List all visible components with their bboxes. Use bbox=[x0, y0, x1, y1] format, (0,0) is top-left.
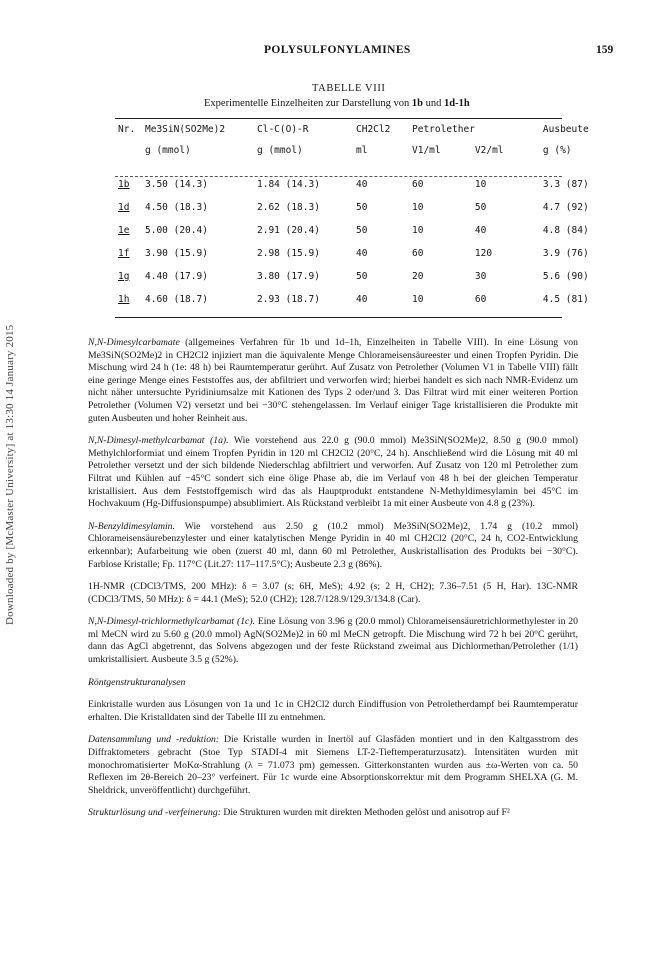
experiment-table bbox=[118, 124, 603, 317]
table-cell: 4.7 (92) bbox=[542, 202, 589, 213]
table-unit-row bbox=[118, 145, 603, 179]
body-text bbox=[88, 337, 578, 830]
paragraph-title: Strukturlösung und -verfeinerung: bbox=[88, 807, 221, 819]
table-row bbox=[118, 294, 603, 317]
column-header bbox=[475, 124, 543, 145]
table-cell: 4.50 (18.3) bbox=[145, 202, 208, 213]
paragraph-compound-1a bbox=[88, 435, 578, 511]
table-cell: 5.00 (20.4) bbox=[145, 225, 208, 236]
paragraph-data-collection bbox=[88, 734, 578, 797]
paragraph-benzyl bbox=[88, 521, 578, 571]
table-subcaption: Experimentelle Einzelheiten zur Darstellung von 1b und 1d-1h bbox=[204, 98, 470, 109]
table-cell: 60 bbox=[412, 248, 424, 259]
table-cell: 4.60 (18.7) bbox=[145, 294, 208, 305]
table-cell: 5.6 (90) bbox=[542, 271, 589, 282]
table-cell: 3.90 (15.9) bbox=[145, 248, 208, 259]
table-cell: 30 bbox=[474, 271, 487, 282]
paragraph-nmr bbox=[88, 581, 578, 606]
table-cell: 10 bbox=[412, 225, 424, 236]
download-watermark: Downloaded by [McMaster University] at 13:30 14 January 2015 bbox=[4, 324, 16, 625]
table-header-row bbox=[118, 124, 603, 145]
table-bottom-rule bbox=[115, 317, 562, 318]
paragraph-title: N,N-Dimesylcarbamate bbox=[88, 337, 180, 348]
table-cell: 2.62 (18.3) bbox=[257, 202, 320, 213]
paragraph-text: Einkristalle wurden aus Lösungen von 1a und 1c in CH2Cl2 durch Eindiffusion von Petroletherdampf bei Raumtemperatur erhalten. Die Kristalldaten sind der Tabelle III zu entnehmen. bbox=[88, 699, 578, 723]
table-cell: 10 bbox=[412, 202, 424, 213]
unit-header: g (%) bbox=[542, 145, 572, 156]
paragraph-crystals bbox=[88, 699, 578, 724]
compound-number: 1b bbox=[118, 179, 130, 190]
table-cell: 50 bbox=[356, 271, 368, 282]
table-caption: TABELLE VIII bbox=[312, 83, 386, 94]
compound-number: 1h bbox=[118, 294, 130, 305]
table-cell: 50 bbox=[356, 202, 368, 213]
table-cell: 50 bbox=[474, 202, 487, 213]
table-cell: 3.80 (17.9) bbox=[257, 271, 320, 282]
paragraph-compound-1c bbox=[88, 616, 578, 666]
compound-number: 1g bbox=[118, 271, 130, 282]
paragraph-structure-solution bbox=[88, 807, 578, 820]
table-cell: 60 bbox=[412, 179, 424, 190]
table-cell: 40 bbox=[356, 248, 368, 259]
table-row bbox=[118, 271, 603, 294]
paragraph-title: Datensammlung und -reduktion: bbox=[88, 734, 220, 746]
table-cell: 3.9 (76) bbox=[542, 248, 589, 259]
section-heading: Röntgenstrukturanalysen bbox=[88, 676, 186, 688]
table-cell: 40 bbox=[474, 225, 487, 236]
table-cell: 10 bbox=[412, 294, 424, 305]
table-cell: 4.5 (81) bbox=[542, 294, 589, 305]
table-cell: 4.40 (17.9) bbox=[145, 271, 208, 282]
table-row bbox=[118, 248, 603, 271]
compound-number: 1d bbox=[118, 202, 130, 213]
table-cell: 2.91 (20.4) bbox=[257, 225, 320, 236]
paragraph-general-procedure bbox=[88, 337, 578, 425]
table-cell: 50 bbox=[356, 225, 368, 236]
table-row bbox=[118, 179, 603, 202]
table-cell: 40 bbox=[356, 179, 368, 190]
table-cell: 3.50 (14.3) bbox=[145, 179, 208, 190]
table-cell: 2.98 (15.9) bbox=[257, 248, 320, 259]
table-cell: 40 bbox=[356, 294, 368, 305]
table-row bbox=[118, 202, 603, 225]
paragraph-text: Die Strukturen wurden mit direkten Methoden gelöst und anisotrop auf F² bbox=[223, 807, 510, 819]
table-cell: 1.84 (14.3) bbox=[257, 179, 320, 190]
column-header: Cl-C(O)-R bbox=[257, 124, 309, 135]
unit-header: ml bbox=[356, 145, 368, 156]
column-header: Nr. bbox=[118, 124, 136, 135]
compound-number: 1e bbox=[118, 225, 130, 236]
unit-header: V1/ml bbox=[412, 145, 441, 156]
table-row bbox=[118, 225, 603, 248]
table-cell: 2.93 (18.7) bbox=[257, 294, 320, 305]
paragraph-text: 1H-NMR (CDCl3/TMS, 200 MHz): δ = 3.07 (s; 6H, MeS); 4.92 (s; 2 H, CH2); 7.36–7.51 (5 H, Har). 13C-NMR (CDCl3/TMS, 50 MHz): δ = 44.1 (MeS); 52.0 (CH2); 128.7/128.9/129.3/134.8 (Car). bbox=[88, 581, 578, 605]
paragraph-text: Die Kristalle wurden in Inertöl auf Glasfäden montiert und in den Kaltgasstrom des Diffraktometers gebracht (Stoe Typ STADI-4 mit Siemens LT-2-Tieftemperaturzusatz). Intensitäten wurden mit monochromatisierter MoKα-Strahlung (λ = 71.073 pm) gemessen. Gitterkonstanten wurden aus ±ω-Werten von ca. 50 Reflexen im 2θ-Bereich 20–23° verfeinert. Für 1c wurde eine Absorptionskorrektur mit dem Programm SHELXA (G. M. Sheldrick, unveröffentlicht) durchgeführt. bbox=[88, 734, 578, 796]
unit-header: g (mmol) bbox=[257, 145, 303, 156]
paragraph-text: Wie vorstehend aus 22.0 g (90.0 mmol) Me3SiN(SO2Me)2, 8.50 g (90.0 mmol) Methylchlorformiat und einem Tropfen Pyridin in 120 ml CH2Cl2 (20°C, 24 h). Anschließend wird die Lösung mit 40 ml Petrolether versetzt und der sich bildende Niederschlag abfiltriert und verworfen. Auf Zusatz von 120 ml Petrolether zum Filtrat und Kühlen auf −45°C sondert sich eine ölige Phase ab, die im Verlauf von 48 h bei der gleichen Temperatur kristallisiert. Aus dem Feststoffgemisch wird das als Hauptprodukt entstandene N-Methyldimesylamin bei 45°C im Hochvakuum (Hg-Diffusionspumpe) absublimiert. Als Rückstand verbleibt 1a mit einer Ausbeute von 4.8 g (23%). bbox=[88, 435, 579, 510]
table-cell: 120 bbox=[474, 248, 493, 259]
table-cell: 10 bbox=[474, 179, 487, 190]
unit-header: V2/ml bbox=[474, 145, 504, 156]
column-header: Petrolether bbox=[412, 124, 475, 135]
unit-header: g (mmol) bbox=[145, 145, 191, 156]
paragraph-title: N,N-Dimesyl-trichlormethylcarbamat (1c). bbox=[88, 616, 255, 628]
page-number: 159 bbox=[596, 44, 614, 56]
column-header: Ausbeute bbox=[542, 124, 589, 135]
compound-number: 1f bbox=[118, 248, 130, 259]
table-cell: 3.3 (87) bbox=[542, 179, 589, 190]
paragraph-title: N,N-Dimesyl-methylcarbamat (1a). bbox=[88, 435, 229, 447]
paragraph-text: Wie vorstehend aus 2.50 g (10.2 mmol) Me3SiN(SO2Me)2, 1.74 g (10.2 mmol) Chlorameisensäurebenzylester und einer katalytischen Menge Pyridin in 40 ml CH2Cl2 (20°C, 24 h, CO2-Entwicklung erkennbar); Aufarbeitung wie oben (zuerst 40 ml, dann 60 ml Petrolether, Auskristallisation des Produkts bei −30°C). Farblose Kristalle; Fp. 117°C (Lit.27: 117–117.5°C); Ausbeute 2.3 g (86%). bbox=[88, 520, 578, 570]
table-top-rule bbox=[115, 118, 562, 119]
column-header: CH2Cl2 bbox=[356, 124, 391, 135]
paragraph-title: N-Benzyldimesylamin. bbox=[88, 520, 175, 532]
unit-header bbox=[118, 145, 145, 179]
paragraph-text: Eine Lösung von 3.96 g (20.0 mmol) Chlorameisensäuretrichlormethylester in 20 ml MeCN wird zu 5.60 g (20.0 mmol) AgN(SO2Me)2 in 60 ml MeCN getropft. Die Mischung wird 72 h bei 20°C gerührt, dann das AgCl abgetrennt, das Solvens abgezogen und der feste Rückstand zweimal aus Dichlormethan/Petrolether (1/1) umkristallisiert. Ausbeute 3.5 g (52%). bbox=[88, 616, 578, 666]
column-header: Me3SiN(SO2Me)2 bbox=[145, 124, 226, 135]
table-cell: 60 bbox=[474, 294, 487, 305]
paragraph-text: (allgemeines Verfahren für 1b und 1d–1h, Einzelheiten in Tabelle VIII). In eine Lösung von Me3SiN(SO2Me)2 in CH2Cl2 injiziert man die äquivalente Menge Chlorameisensäureester und einen Tropfen Pyridin. Die Mischung wird 24 h (1e: 48 h) bei Raumtemperatur gerührt. Auf Zusatz von Petrolether (Volumen V1 in Tabelle VIII) fällt eine geringe Menge eines Feststoffes aus, der abfiltriert und verworfen wird; hierbei handelt es sich nach NMR-Evidenz um nicht näher untersuchte Pyridiniumsalze mit Kationen des Typs 2 oder/und 3. Das Filtrat wird mit einer weiteren Portion Petrolether (Volumen V2) versetzt und bei −30°C stehengelassen. Im Verlauf einiger Tage kristallisieren die Produkte mit guten Ausbeuten und hoher Reinheit aus. bbox=[88, 337, 578, 424]
running-header-title: POLYSULFONYLAMINES bbox=[264, 44, 411, 56]
table-cell: 20 bbox=[412, 271, 424, 282]
table-cell: 4.8 (84) bbox=[542, 225, 589, 236]
